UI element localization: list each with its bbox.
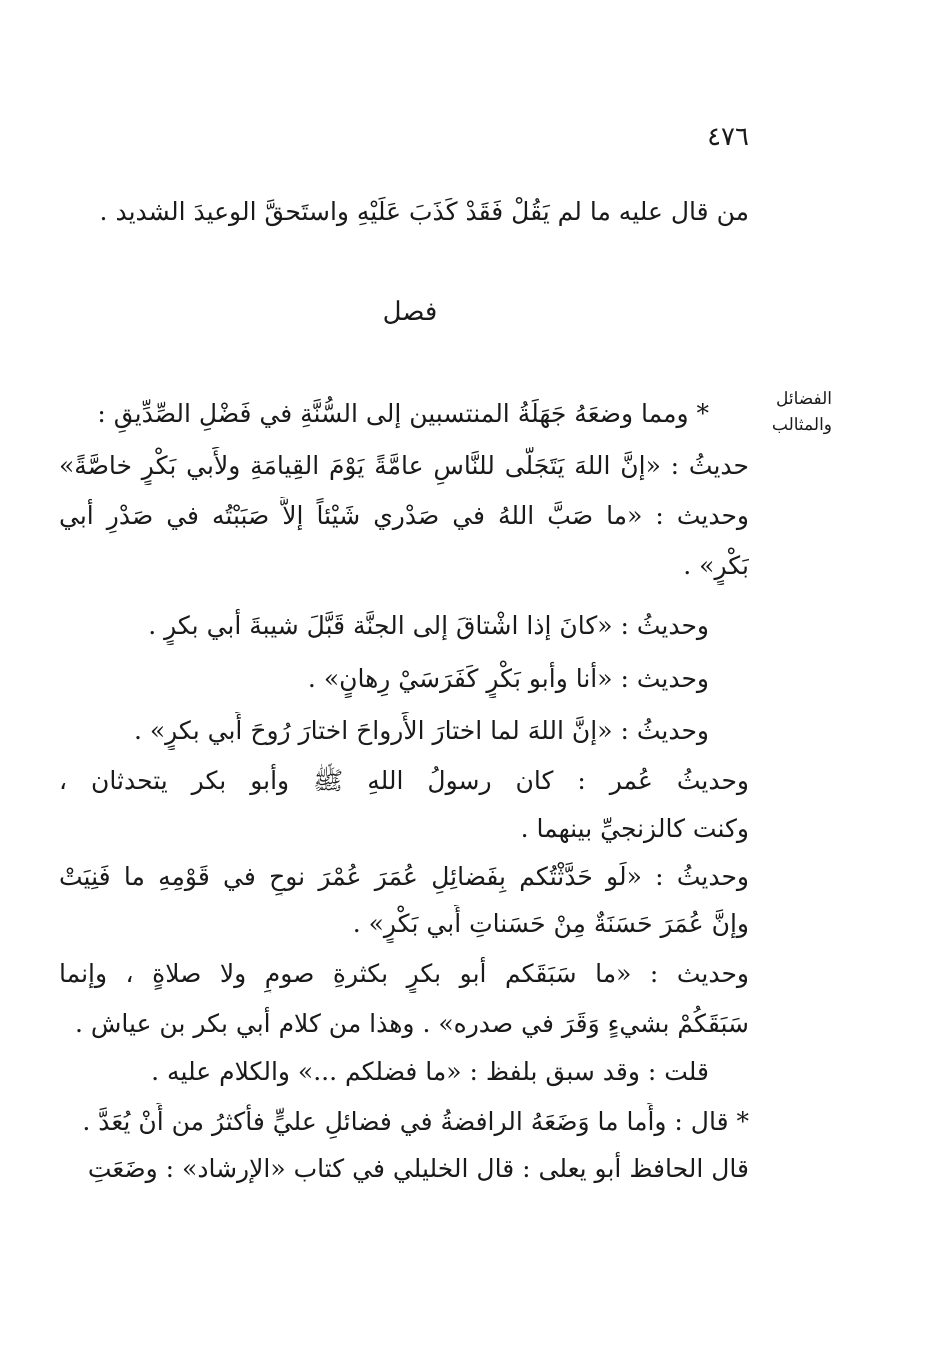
text-line: حديثُ : «إنَّ اللهَ يَتَجَلَّى للنَّاسِ عامَّةً يَوْمَ القِيامَةِ ولأَبي بَكْرٍ خاصَّةً» [59, 451, 749, 480]
text-line: وحديث : «أنا وأبو بَكْرٍ كَفَرَسَيْ رِهانٍ» . [307, 664, 709, 693]
text-line: وحديثُ عُمر : كان رسولُ اللهِ ﷺ وأبو بكر يتحدثان ، [59, 766, 749, 795]
text-line: وكنت كالزنجيِّ بينهما . [520, 814, 749, 843]
margin-note-line: الفضائل [775, 389, 832, 409]
margin-note [752, 386, 832, 438]
text-line: بَكْرٍ» . [683, 551, 749, 580]
text-line: قلت : وقد سبق بلفظ : «ما فضلكم ...» والكلام عليه . [151, 1057, 709, 1086]
section-heading: فصل [382, 297, 438, 327]
text-line: * ومما وضعَهُ جَهَلَةُ المنتسبين إلى السُّنَّةِ في فَضْلِ الصِّدِّيقِ : [97, 399, 709, 428]
page-number: ٤٧٦ [707, 122, 749, 152]
text-line: وحديثُ : «كانَ إذا اشْتاقَ إلى الجنَّة قَبَّلَ شيبةَ أبي بكرٍ . [148, 611, 709, 640]
text-line: وإنَّ عُمَرَ حَسَنَةٌ مِنْ حَسَناتِ أَبي بَكْرٍ» . [352, 909, 749, 938]
margin-note-line: والمثالب [771, 415, 832, 435]
text-line: وحديث : «ما صَبَّ اللهُ في صَدْري شَيْئاً إلاَّ صَبَبْتُه في صَدْرِ أبي [59, 501, 749, 530]
text-line: وحديثُ : «إنَّ اللهَ لما اختارَ الأَرواحَ اختارَ رُوحَ أَبي بكرٍ» . [133, 716, 709, 745]
text-line-intro: من قال عليه ما لم يَقُلْ فَقَدْ كَذَبَ عَلَيْهِ واستَحقَّ الوعيدَ الشديد . [99, 197, 749, 226]
text-line: * قال : وأَما ما وَضَعَهُ الرافضةُ في فضائلِ عليٍّ فأَكثرُ من أَنْ يُعَدَّ . [82, 1107, 749, 1136]
text-line: وحديث : «ما سَبَقَكم أبو بكرٍ بكثرةِ صومٍ ولا صلاةٍ ، وإنما [59, 959, 749, 988]
text-line: وحديثُ : «لَو حَدَّثْتُكم بِفَضائِلِ عُمَرَ عُمْرَ نوحٍ في قَوْمِهِ ما فَنِيَتْ [59, 862, 749, 891]
text-line: قال الحافظ أبو يعلى : قال الخليلي في كتاب «الإرشاد» : وضَعَتِ [87, 1154, 749, 1183]
text-line: سَبَقَكُمْ بشيءٍ وَقَرَ في صدره» . وهذا من كلام أبي بكر بن عياش . [75, 1009, 749, 1038]
